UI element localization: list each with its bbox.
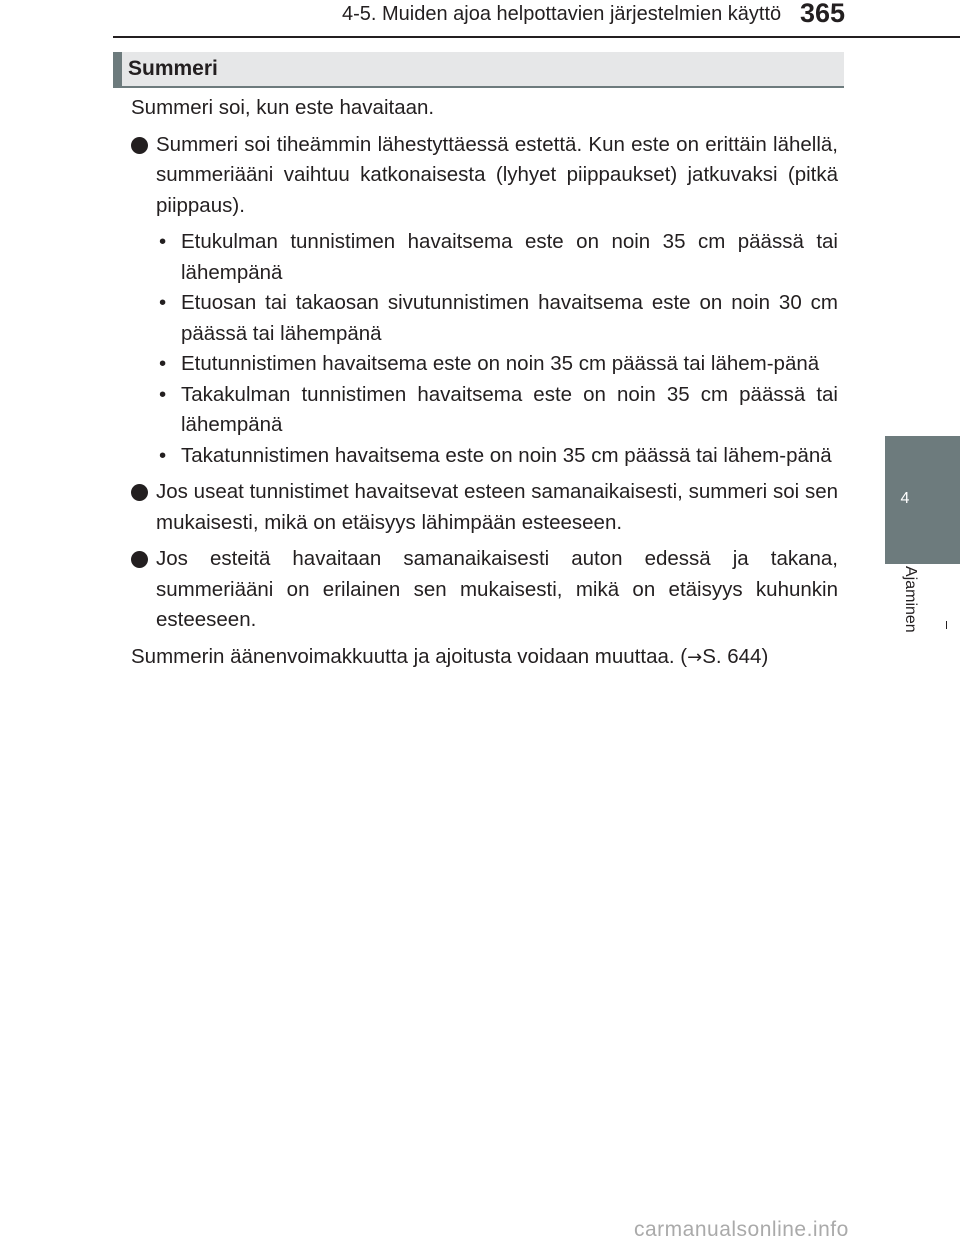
section-content <box>131 93 838 673</box>
bullet-item <box>131 130 838 222</box>
sub-list-item <box>131 380 838 441</box>
page-number: 365 <box>800 0 846 28</box>
sub-list-item <box>131 349 838 380</box>
bullet-dot-icon <box>131 484 148 501</box>
sub-bullet-icon: • <box>159 352 167 375</box>
sub-bullet-icon: • <box>159 382 167 406</box>
sub-list-item <box>131 441 838 472</box>
chapter-tab-tick <box>946 621 947 629</box>
section-title: Summeri <box>128 57 218 80</box>
bullet-item <box>131 477 838 538</box>
watermark: carmanualsonline.info <box>634 1218 849 1241</box>
bullet-text: Summeri soi tiheämmin lähestyttäessä estettä. Kun este on erittäin lähellä, summeriääni vaihtuu katkonaisesta (lyhyet piippaukset) jatkuvaksi (pitkä piippaus). <box>156 132 838 217</box>
section-header-accent <box>113 52 122 86</box>
sub-list <box>131 227 838 471</box>
closing-paragraph <box>131 642 838 674</box>
section-header <box>113 52 844 88</box>
bullet-dot-icon <box>131 551 148 568</box>
sub-item-text: Takatunnistimen havaitsema este on noin 35 cm päässä tai lähem-pänä <box>181 443 832 467</box>
chapter-tab-label: Ajaminen <box>902 566 919 633</box>
chapter-tab-number: 4 <box>900 490 910 507</box>
sub-bullet-icon: • <box>159 230 167 253</box>
bullet-text: Jos useat tunnistimet havaitsevat esteen samanaikaisesti, summeri soi sen mukaisesti, mikä on etäisyys lähimpään esteeseen. <box>156 480 838 534</box>
closing-text: Summerin äänenvoimakkuutta ja ajoitusta voidaan muuttaa. ( <box>131 644 688 668</box>
bullet-text: Jos esteitä havaitaan samanaikaisesti auton edessä ja takana, summeriääni on erilainen sen mukaisesti, mikä on etäisyys kuhunkin esteeseen. <box>156 547 838 631</box>
sub-item-text: Etukulman tunnistimen havaitsema este on noin 35 cm päässä tai lähempänä <box>181 230 838 284</box>
sub-list-item <box>131 227 838 288</box>
sub-item-text: Takakulman tunnistimen havaitsema este on noin 35 cm päässä tai lähempänä <box>181 382 838 436</box>
intro-paragraph: Summeri soi, kun este havaitaan. <box>131 96 435 119</box>
header-rule <box>113 36 960 38</box>
page-reference: S. 644) <box>702 644 769 668</box>
sub-item-text: Etuosan tai takaosan sivutunnistimen havaitsema este on noin 30 cm päässä tai lähempänä <box>181 291 838 345</box>
sub-bullet-icon: • <box>159 443 167 467</box>
sub-item-text: Etutunnistimen havaitsema este on noin 35 cm päässä tai lähem-pänä <box>181 352 820 375</box>
sub-bullet-icon: • <box>159 291 167 314</box>
running-header-title: 4-5. Muiden ajoa helpottavien järjestelmien käyttö <box>342 3 782 25</box>
page-reference-arrow-icon: → <box>687 646 703 668</box>
bullet-dot-icon <box>131 137 148 154</box>
sub-list-item <box>131 288 838 349</box>
bullet-item <box>131 544 838 636</box>
